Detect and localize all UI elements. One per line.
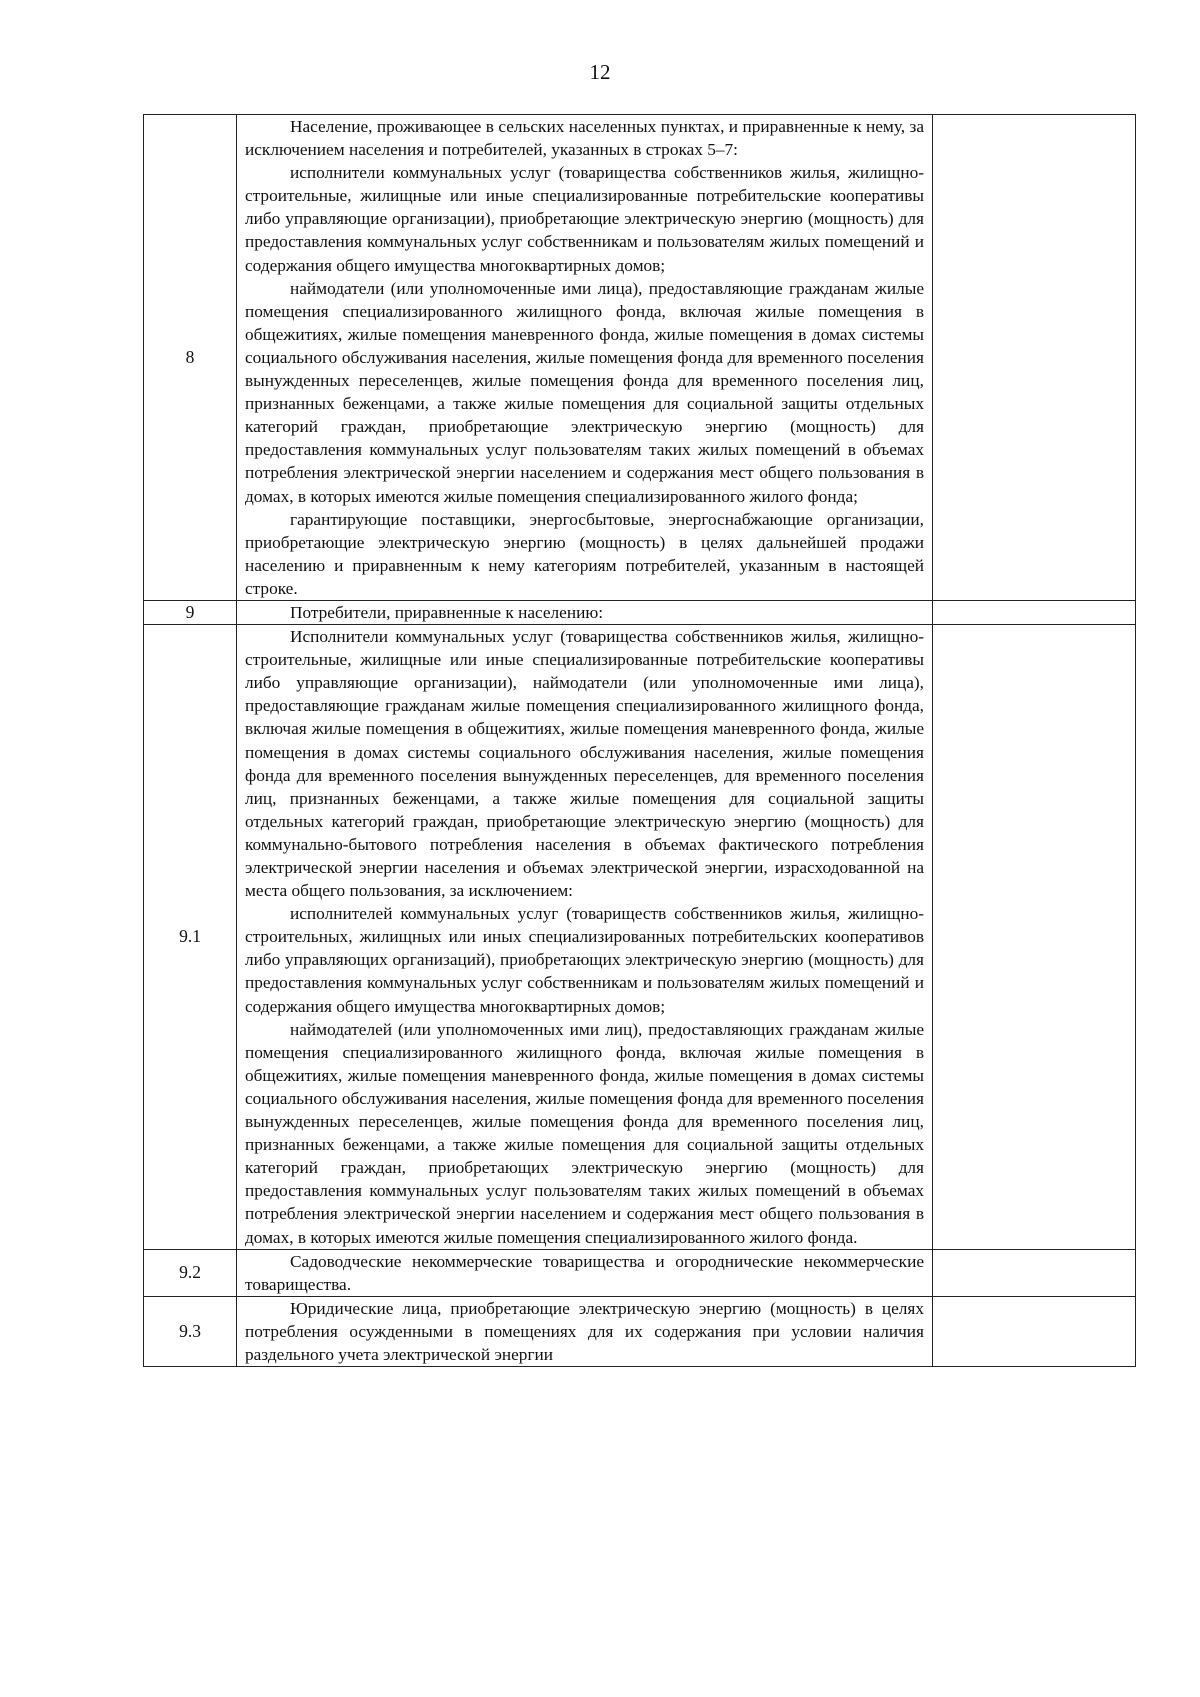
table-row-8 bbox=[144, 115, 1136, 601]
empty-cell bbox=[933, 115, 1136, 601]
empty-cell bbox=[933, 1296, 1136, 1366]
row-number: 9.1 bbox=[144, 625, 237, 1250]
table-row-9-3 bbox=[144, 1296, 1136, 1366]
paragraph: Население, проживающее в сельских населенных пунктах, и приравненные к нему, за исключением населения и потребителей, указанных в строках 5–7: bbox=[245, 117, 924, 160]
paragraph: Юридические лица, приобретающие электрическую энергию (мощность) в целях потребления осужденными в помещениях для их содержания при условии наличия раздельного учета электрической энергии bbox=[245, 1298, 924, 1364]
row-number: 8 bbox=[144, 115, 237, 601]
table-row-9-1 bbox=[144, 625, 1136, 1250]
empty-cell bbox=[933, 600, 1136, 624]
page-number: 12 bbox=[589, 60, 611, 84]
row-text bbox=[237, 1249, 933, 1296]
table-row-9 bbox=[144, 600, 1136, 624]
row-number: 9.3 bbox=[144, 1296, 237, 1366]
row-number: 9 bbox=[144, 600, 237, 624]
paragraph: Потребители, приравненные к населению: bbox=[290, 602, 604, 622]
paragraph: наймодателей (или уполномоченных ими лиц), предоставляющих гражданам жилые помещения специализированного жилищного фонда, включая жилые помещения в общежитиях, жилые помещения маневренного фонда, жилые помещения в домах системы социального обслуживания населения, жилые помещения фонда для временного поселения вынужденных переселенцев, жилые помещения фонда для временного поселения лиц, признанных беженцами, а также жилые помещения для социальной защиты отдельных категорий граждан, приобретающих электрическую энергию (мощность) для предоставления коммунальных услуг пользователям таких жилых помещений в объемах потребления электрической энергии населением и содержания мест общего пользования в домах, в которых имеются жилые помещения специализированного жилого фонда. bbox=[245, 1019, 924, 1247]
row-text bbox=[237, 1296, 933, 1366]
empty-cell bbox=[933, 625, 1136, 1250]
tariff-consumer-table bbox=[143, 114, 1136, 1367]
paragraph: наймодатели (или уполномоченные ими лица), предоставляющие гражданам жилые помещения специализированного жилищного фонда, включая жилые помещения в общежитиях, жилые помещения маневренного фонда, жилые помещения в домах системы социального обслуживания населения, жилые помещения фонда для временного поселения вынужденных переселенцев, жилые помещения фонда для временного поселения лиц, признанных беженцами, а также жилые помещения для социальной защиты отдельных категорий граждан, приобретающие электрическую энергию (мощность) для предоставления коммунальных услуг пользователям таких жилых помещений в объемах потребления электрической энергии населением и содержания мест общего пользования в домах, в которых имеются жилые помещения специализированного жилого фонда; bbox=[245, 278, 924, 506]
row-text bbox=[237, 600, 933, 624]
row-number: 9.2 bbox=[144, 1249, 237, 1296]
empty-cell bbox=[933, 1249, 1136, 1296]
paragraph: исполнителей коммунальных услуг (товариществ собственников жилья, жилищно-строительных, жилищных или иных специализированных потребительских кооперативов либо управляющих организаций), приобретающих электрическую энергию (мощность) для предоставления коммунальных услуг собственникам и пользователям жилых помещений и содержания общего имущества многоквартирных домов; bbox=[245, 904, 924, 1016]
table-row-9-2 bbox=[144, 1249, 1136, 1296]
paragraph: Садоводческие некоммерческие товарищества и огороднические некоммерческие товарищества. bbox=[245, 1251, 924, 1294]
row-text bbox=[237, 115, 933, 601]
paragraph: Исполнители коммунальных услуг (товарищества собственников жилья, жилищно-строительные, жилищные или иные специализированные потребительские кооперативы либо управляющие организации), наймодатели (или уполномоченные ими лица), предоставляющие гражданам жилые помещения специализированного жилищного фонда, включая жилые помещения в общежитиях, жилые помещения маневренного фонда, жилые помещения в домах системы социального обслуживания населения, жилые помещения фонда для временного поселения вынужденных переселенцев, для временного поселения лиц, признанных беженцами, а также жилые помещения для социальной защиты отдельных категорий граждан, приобретающие электрическую энергию (мощность) для коммунально-бытового потребления населения в объемах фактического потребления электрической энергии населения и объемах электрической энергии, израсходованной на места общего пользования, за исключением: bbox=[245, 627, 924, 901]
paragraph: гарантирующие поставщики, энергосбытовые, энергоснабжающие организации, приобретающие электрическую энергию (мощность) в целях дальнейшей продажи населению и приравненным к нему категориям потребителей, указанным в настоящей строке. bbox=[245, 509, 924, 598]
paragraph: исполнители коммунальных услуг (товарищества собственников жилья, жилищно-строительные, жилищные или иные специализированные потребительские кооперативы либо управляющие организации), приобретающие электрическую энергию (мощность) для предоставления коммунальных услуг собственникам и пользователям жилых помещений и содержания общего имущества многоквартирных домов; bbox=[245, 163, 924, 275]
row-text bbox=[237, 625, 933, 1250]
